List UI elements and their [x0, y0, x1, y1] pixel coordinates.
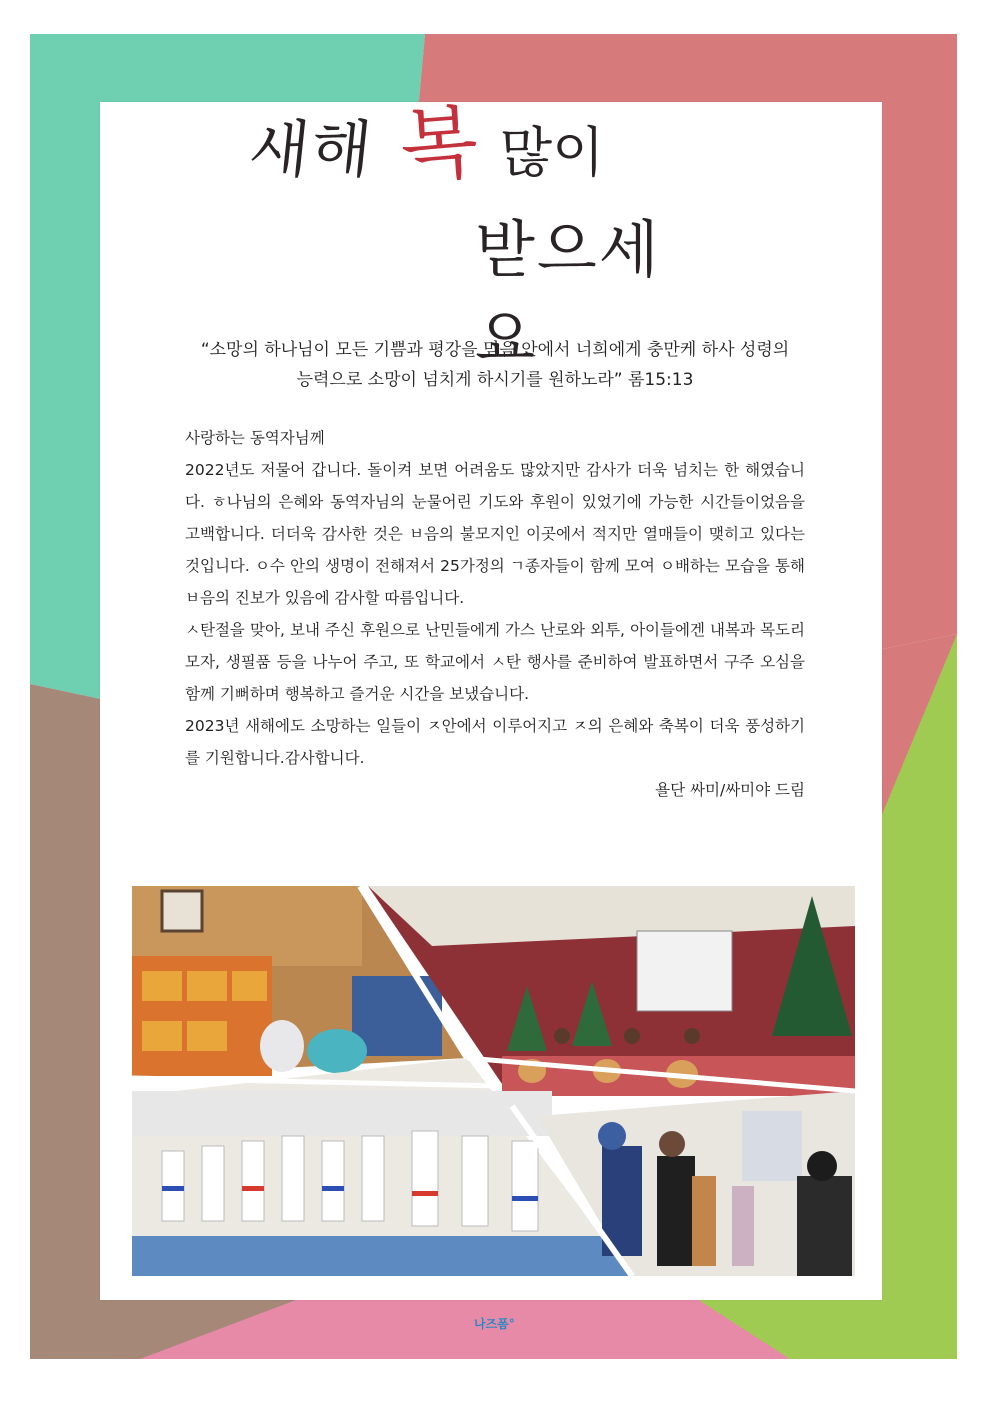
letter-paragraph-3: 2023년 새해에도 소망하는 일들이 ㅈ안에서 이루어지고 ㅈ의 은혜와 축복이 더욱 풍성하기를 기원합니다.감사합니다. [185, 717, 805, 767]
title-part-receive: 받으세요 [475, 213, 661, 375]
title-part-many: 많이 [500, 121, 605, 184]
title-part-blessing: 복 [397, 95, 481, 194]
letter-paragraph-1: 2022년도 저물어 갑니다. 돌이켜 보면 어려움도 많았지만 감사가 더욱 넘치는 한 해였습니다. ㅎ나님의 은혜와 동역자님의 눈물어린 기도와 후원이 있었기에 가능한 시간들이었음을 고백합니다. 더더욱 감사한 것은 ㅂ음의 불모지인 이곳에서 적지만 열매들이 맺히고 있다는 것입니다. ㅇ수 안의 생명이 전해져서 25가정의 ㄱ종자들이 함께 모여 ㅇ배하는 모습을 통해 ㅂ음의 진보가 있음에 감사할 따름입니다. [185, 461, 805, 607]
letter-signature: 욜단 싸미/싸미야 드림 [655, 781, 805, 799]
letter-greeting: 사랑하는 동역자님께 [185, 429, 325, 447]
brand-logo: 나즈폼° [474, 1317, 515, 1331]
verse-line-2: 능력으로 소망이 넘치게 하시기를 원하노라” 롬15:13 [296, 370, 694, 390]
title-part-new-year: 새해 [245, 113, 378, 186]
bible-verse [110, 335, 880, 395]
verse-line-1: “소망의 하나님이 모든 기쁨과 평강을 믿음 안에서 너희에게 충만케 하사 성령의 [200, 340, 790, 360]
photo-collage [132, 886, 855, 1276]
letter-paragraph-2: ㅅ탄절을 맞아, 보내 주신 후원으로 난민들에게 가스 난로와 외투, 아이들에겐 내복과 목도리 모자, 생필품 등을 나누어 주고, 또 학교에서 ㅅ탄 행사를 준비하여 발표하면서 구주 오심을 함께 기뻐하며 행복하고 즐거운 시간을 보냈습니다. [185, 621, 805, 703]
letter-body [185, 422, 805, 806]
